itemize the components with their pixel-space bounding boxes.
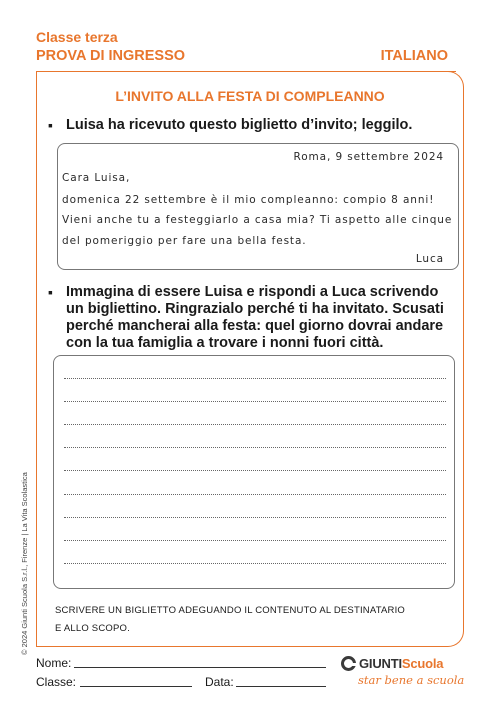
bullet-icon: ▪ xyxy=(48,284,53,300)
answer-line[interactable] xyxy=(64,401,446,402)
class-label: Classe: xyxy=(36,675,77,689)
answer-line[interactable] xyxy=(64,540,446,541)
invitation-line-2: Vieni anche tu a festeggiarlo a casa mia? Ti aspetto alle cinque xyxy=(62,214,453,226)
invitation-signature: Luca xyxy=(415,253,444,265)
copyright-notice: © 2024 Giunti Scuola S.r.l., Firenze | La Vita Scolastica xyxy=(20,472,29,655)
answer-line[interactable] xyxy=(64,424,446,425)
invitation-greeting: Cara Luisa, xyxy=(62,172,131,184)
logo-brand-giunti: GIUNTI xyxy=(359,656,402,671)
section-title: L’INVITO ALLA FESTA DI COMPLEANNO xyxy=(115,88,385,104)
header-test-title: PROVA DI INGRESSO xyxy=(36,48,186,64)
answer-line[interactable] xyxy=(64,447,446,448)
name-label: Nome: xyxy=(36,656,72,670)
bullet-icon: ▪ xyxy=(48,117,53,133)
invitation-line-1: domenica 22 settembre è il mio compleanno: compio 8 anni! xyxy=(62,194,435,206)
logo-brand-scuola: Scuola xyxy=(401,656,444,671)
answer-line[interactable] xyxy=(64,494,446,495)
name-field[interactable] xyxy=(74,667,326,668)
objective-footnote-line-1: SCRIVERE UN BIGLIETTO ADEGUANDO IL CONTENUTO AL DESTINATARIO xyxy=(55,605,406,616)
logo-tagline: star bene a scuola xyxy=(358,673,465,687)
answer-line[interactable] xyxy=(64,470,446,471)
date-field[interactable] xyxy=(236,686,326,687)
answer-line[interactable] xyxy=(64,378,446,379)
header-class-label: Classe terza xyxy=(36,29,118,45)
class-field[interactable] xyxy=(80,686,192,687)
invitation-line-3: del pomeriggio per fare una bella festa. xyxy=(62,235,307,247)
header-subject: ITALIANO xyxy=(380,48,448,64)
task-2-instruction: Immagina di essere Luisa e rispondi a Luca scrivendo un bigliettino. Ringrazialo perché ti ha invitato. Scusati perché mancherai alla festa: quel giorno dovrai andare con la tua famiglia a trovare i nonni fuori città. xyxy=(66,284,444,351)
answer-box[interactable] xyxy=(53,355,455,589)
invitation-date: Roma, 9 settembre 2024 xyxy=(293,151,444,163)
giunti-logo xyxy=(341,656,443,671)
answer-line[interactable] xyxy=(64,563,446,564)
date-label: Data: xyxy=(205,675,234,689)
objective-footnote-line-2: E ALLO SCOPO. xyxy=(55,623,130,634)
giunti-g-icon xyxy=(341,656,356,671)
answer-line[interactable] xyxy=(64,517,446,518)
task-1-instruction: Luisa ha ricevuto questo biglietto d’invito; leggilo. xyxy=(66,117,413,133)
